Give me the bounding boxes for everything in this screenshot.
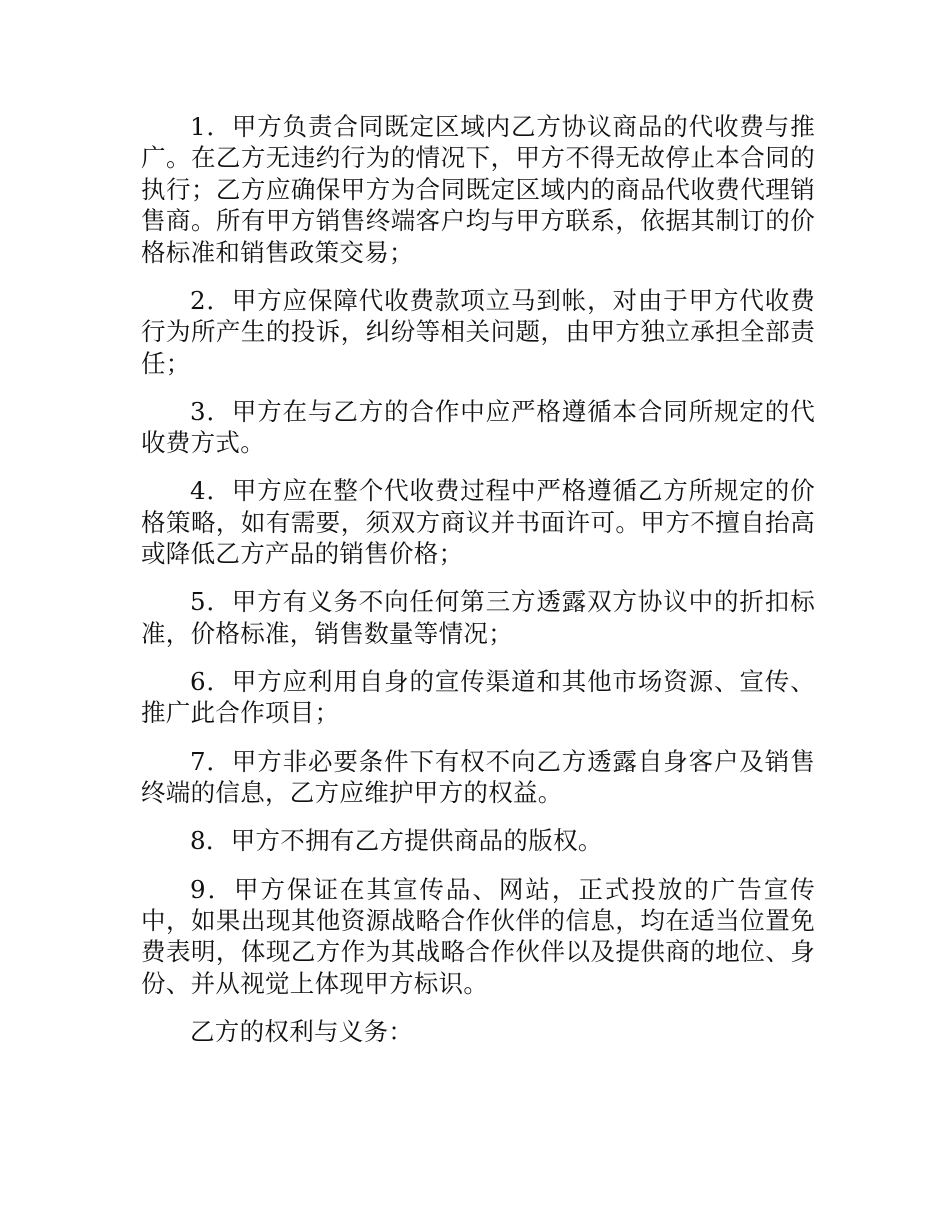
clause-7: 7．甲方非必要条件下有权不向乙方透露自身客户及销售终端的信息，乙方应维护甲方的权益。 (141, 746, 815, 808)
clause-5: 5．甲方有义务不向任何第三方透露双方协议中的折扣标准，价格标准，销售数量等情况； (141, 587, 815, 648)
clause-9: 9．甲方保证在其宣传品、网站，正式投放的广告宣传中，如果出现其他资源战略合作伙伴的信息，均在适当位置免费表明，体现乙方作为其战略合作伙伴以及提供商的地位、身份、并从视觉上体现甲方标识。 (141, 874, 815, 998)
section-heading-party-b-rights: 乙方的权利与义务： (190, 1016, 414, 1046)
clause-4: 4．甲方应在整个代收费过程中严格遵循乙方所规定的价格策略，如有需要，须双方商议并书面许可。甲方不擅自抬高或降低乙方产品的销售价格； (141, 476, 815, 569)
clause-8: 8．甲方不拥有乙方提供商品的版权。 (190, 826, 603, 856)
clause-6: 6．甲方应利用自身的宣传渠道和其他市场资源、宣传、推广此合作项目； (141, 667, 815, 728)
clause-1: 1．甲方负责合同既定区域内乙方协议商品的代收费与推广。在乙方无违约行为的情况下，甲方不得无故停止本合同的执行；乙方应确保甲方为合同既定区域内的商品代收费代理销售商。所有甲方销售终端客户均与甲方联系，依据其制订的价格标准和销售政策交易； (141, 112, 815, 267)
clause-3: 3．甲方在与乙方的合作中应严格遵循本合同所规定的代收费方式。 (141, 396, 815, 458)
clause-2: 2．甲方应保障代收费款项立马到帐，对由于甲方代收费行为所产生的投诉，纠纷等相关问题，由甲方独立承担全部责任； (141, 285, 815, 378)
document-body (141, 111, 815, 1064)
